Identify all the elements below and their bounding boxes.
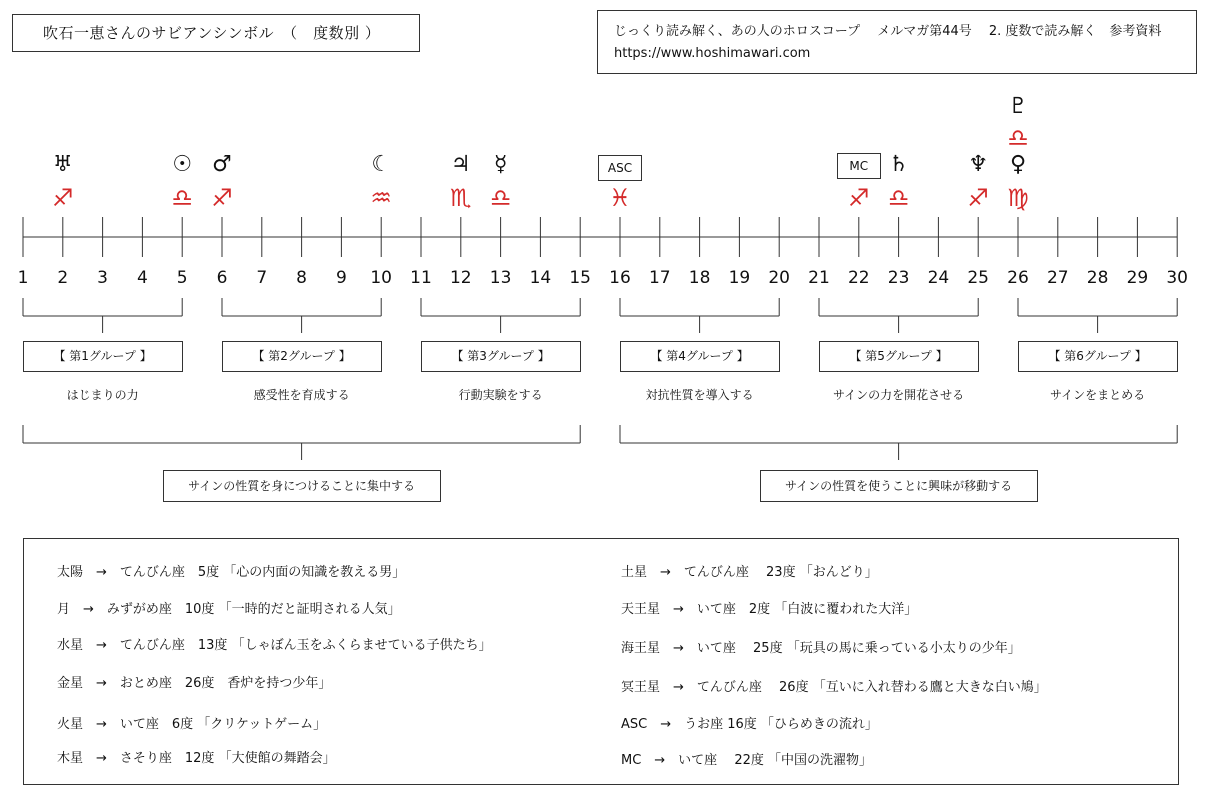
degree-tick-label: 13 — [489, 268, 512, 288]
group-label: 【 第5グループ 】 — [819, 341, 979, 372]
group-label: 【 第4グループ 】 — [620, 341, 780, 372]
degree-tick-label: 1 — [17, 268, 29, 288]
placement-row: 冥王星 → てんびん座 26度 「互いに入れ替わる鷹と大きな白い鳩」 — [621, 680, 1047, 695]
degree-tick-label: 19 — [728, 268, 751, 288]
libra-icon: ♎ — [489, 184, 512, 212]
degree-tick-label: 16 — [609, 268, 631, 288]
degree-tick-label: 8 — [296, 268, 307, 288]
group-description: はじまりの力 — [66, 388, 139, 402]
half-label: サインの性質を身につけることに集中する — [163, 470, 441, 502]
degree-tick-label: 5 — [176, 268, 188, 288]
degree-tick-label: 17 — [648, 268, 671, 288]
placement-row: 土星 → てんびん座 23度 「おんどり」 — [621, 565, 878, 580]
placement-row: 海王星 → いて座 25度 「玩具の馬に乗っている小太りの少年」 — [621, 641, 1021, 656]
degree-tick-label: 9 — [335, 268, 347, 288]
degree-tick-label: 20 — [768, 268, 790, 288]
sagittarius-icon: ♐ — [967, 184, 989, 212]
libra-icon: ♎ — [1007, 124, 1029, 152]
group-description: 行動実験をする — [458, 388, 543, 402]
pluto-icon: ♇ — [1008, 94, 1028, 119]
degree-tick-label: 7 — [256, 268, 268, 288]
sagittarius-icon: ♐ — [52, 184, 74, 212]
group-description: サインをまとめる — [1050, 388, 1146, 402]
degree-tick-label: 4 — [136, 268, 148, 288]
mars-icon: ♂ — [212, 152, 232, 177]
reference-line: じっくり読み解く、あの人のホロスコープ メルマガ第44号 2. 度数で読み解く 参考資料 — [614, 24, 1162, 39]
sagittarius-icon: ♐ — [848, 184, 870, 212]
placement-row: 天王星 → いて座 2度 「白波に覆われた大洋」 — [621, 602, 918, 617]
degree-tick-label: 23 — [887, 268, 910, 288]
placement-row: 金星 → おとめ座 26度 香炉を持つ少年」 — [57, 676, 332, 691]
libra-icon: ♎ — [171, 184, 193, 212]
group-description: 感受性を育成する — [253, 388, 350, 402]
degree-tick-label: 18 — [688, 268, 711, 288]
venus-icon: ♀ — [1009, 152, 1027, 177]
degree-tick-label: 30 — [1166, 268, 1188, 288]
degree-tick-label: 26 — [1007, 268, 1029, 288]
degree-tick-label: 6 — [216, 268, 228, 288]
degree-tick-label: 15 — [569, 268, 591, 288]
group-label: 【 第6グループ 】 — [1018, 341, 1178, 372]
group-description: サインの力を開花させる — [833, 388, 965, 402]
moon-icon: ☾ — [371, 152, 392, 177]
uranus-icon: ♅ — [52, 152, 73, 177]
group-label: 【 第1グループ 】 — [23, 341, 183, 372]
degree-tick-label: 11 — [410, 268, 432, 288]
aquarius-icon: ♒ — [370, 184, 392, 212]
neptune-icon: ♆ — [968, 152, 989, 177]
placement-row: 火星 → いて座 6度 「クリケットゲーム」 — [57, 717, 327, 732]
placement-list — [23, 538, 1179, 785]
placement-row: 木星 → さそり座 12度 「大使館の舞踏会」 — [57, 751, 336, 766]
placement-row: MC → いて座 22度 「中国の洗濯物」 — [621, 753, 872, 768]
page-title: 吹石一恵さんのサビアンシンボル （ 度数別 ） — [43, 24, 381, 42]
group-description: 対抗性質を導入する — [645, 388, 754, 402]
degree-tick-label: 29 — [1126, 268, 1149, 288]
sagittarius-icon: ♐ — [211, 184, 233, 212]
degree-tick-label: 3 — [97, 268, 108, 288]
jupiter-icon: ♃ — [450, 152, 471, 177]
scorpio-icon: ♏ — [450, 184, 472, 212]
degree-tick-label: 2 — [57, 268, 69, 288]
placement-row: 太陽 → てんびん座 5度 「心の内面の知識を教える男」 — [57, 565, 406, 580]
group-label: 【 第2グループ 】 — [222, 341, 382, 372]
virgo-icon: ♍ — [1007, 184, 1029, 212]
half-label: サインの性質を使うことに興味が移動する — [760, 470, 1038, 502]
saturn-icon: ♄ — [888, 152, 909, 177]
pisces-icon: ♓ — [609, 184, 631, 212]
degree-tick-label: 24 — [927, 268, 950, 288]
degree-tick-label: 21 — [808, 268, 830, 288]
degree-tick-label: 28 — [1086, 268, 1109, 288]
mercury-icon: ☿ — [493, 152, 508, 177]
placement-row: ASC → うお座 16度 「ひらめきの流れ」 — [621, 717, 878, 732]
placement-row: 月 → みずがめ座 10度 「一時的だと証明される人気」 — [57, 602, 401, 617]
angle-box-asc: ASC — [598, 155, 642, 181]
degree-tick-label: 25 — [967, 268, 989, 288]
reference-url[interactable]: https://www.hoshimawari.com — [614, 46, 811, 61]
angle-box-mc: MC — [837, 153, 881, 179]
degree-tick-label: 12 — [449, 268, 472, 288]
degree-tick-label: 22 — [847, 268, 870, 288]
group-label: 【 第3グループ 】 — [421, 341, 581, 372]
sun-icon: ☉ — [172, 152, 193, 177]
placement-row: 水星 → てんびん座 13度 「しゃぼん玉をふくらませている子供たち」 — [57, 638, 492, 653]
degree-tick-label: 10 — [370, 268, 392, 288]
libra-icon: ♎ — [887, 184, 910, 212]
degree-tick-label: 27 — [1046, 268, 1069, 288]
degree-tick-label: 14 — [529, 268, 552, 288]
